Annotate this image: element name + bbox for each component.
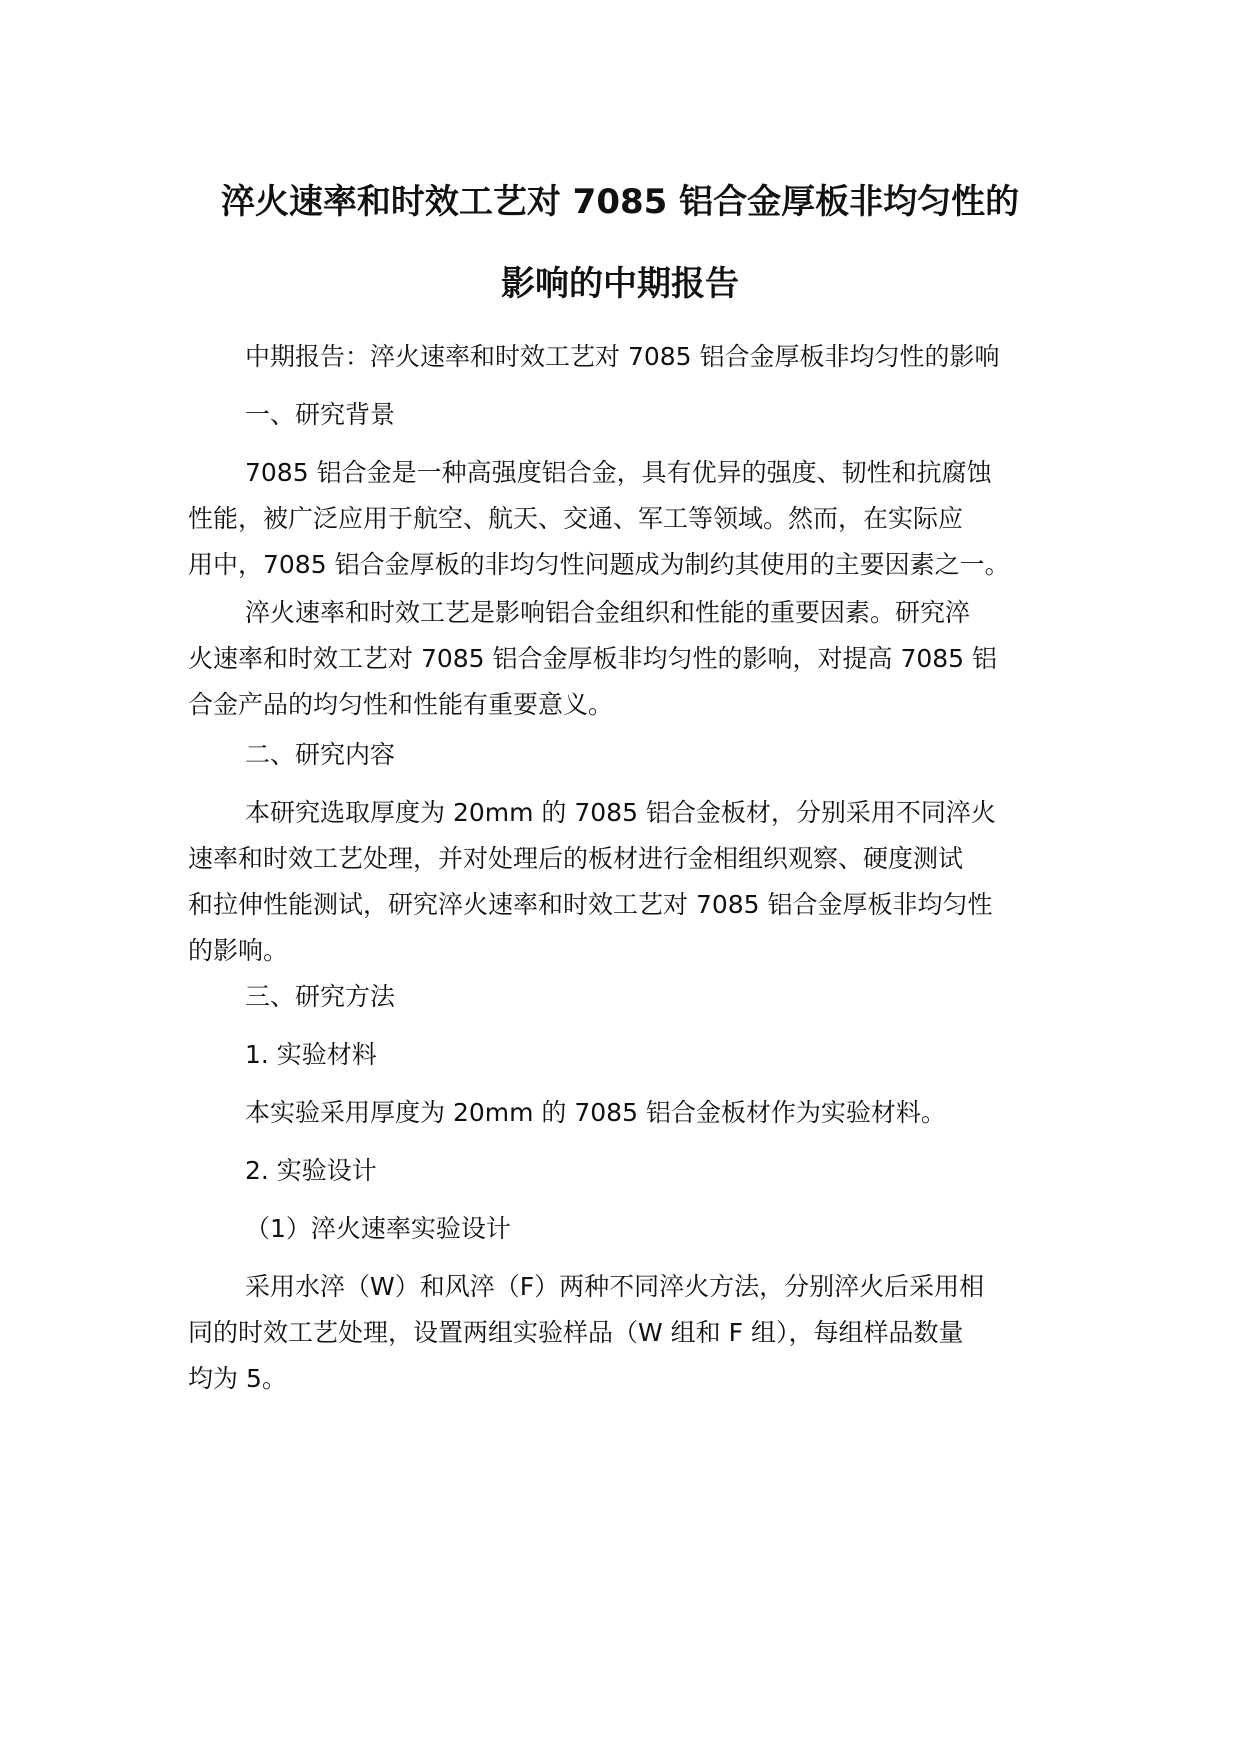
paragraph-line: 和拉伸性能测试，研究淬火速率和时效工艺对 7085 铝合金厚板非均匀性 xyxy=(188,890,993,919)
paragraph-line: 性能，被广泛应用于航空、航天、交通、军工等领域。然而，在实际应 xyxy=(188,504,964,533)
document-title-line-2: 影响的中期报告 xyxy=(501,264,739,304)
subheading-text: 1. 实验材料 xyxy=(245,1040,377,1069)
materials-paragraph xyxy=(188,1090,1068,1136)
subheading-text: 2. 实验设计 xyxy=(245,1156,377,1185)
paragraph-line: 用中，7085 铝合金厚板的非均匀性问题成为制约其使用的主要因素之一。 xyxy=(188,550,1010,579)
quench-design-paragraph xyxy=(188,1264,1068,1402)
paragraph-line: 合金产品的均匀性和性能有重要意义。 xyxy=(188,690,614,719)
subheading-quench-design xyxy=(188,1206,1068,1252)
paragraph-line: 本实验采用厚度为 20mm 的 7085 铝合金板材作为实验材料。 xyxy=(245,1098,946,1127)
section-heading-text: 一、研究背景 xyxy=(245,400,396,429)
background-paragraph-2 xyxy=(188,590,1068,728)
section-heading-background xyxy=(188,392,1068,438)
background-paragraph-1 xyxy=(188,450,1068,588)
paragraph-line: 本研究选取厚度为 20mm 的 7085 铝合金板材，分别采用不同淬火 xyxy=(245,798,996,827)
subheading-text: （1）淬火速率实验设计 xyxy=(245,1214,511,1243)
paragraph-line: 同的时效工艺处理，设置两组实验样品（W 组和 F 组），每组样品数量 xyxy=(188,1318,964,1347)
section-heading-method xyxy=(188,974,1068,1020)
paragraph-line: 采用水淬（W）和风淬（F）两种不同淬火方法，分别淬火后采用相 xyxy=(245,1272,985,1301)
paragraph-line: 速率和时效工艺处理，并对处理后的板材进行金相组织观察、硬度测试 xyxy=(188,844,964,873)
section-heading-content xyxy=(188,732,1068,778)
paragraph-line: 7085 铝合金是一种高强度铝合金，具有优异的强度、韧性和抗腐蚀 xyxy=(245,458,992,487)
subheading-materials xyxy=(188,1032,1068,1078)
paragraph-line: 火速率和时效工艺对 7085 铝合金厚板非均匀性的影响，对提高 7085 铝 xyxy=(188,644,998,673)
content-paragraph xyxy=(188,790,1068,974)
paragraph-line: 均为 5。 xyxy=(188,1364,287,1393)
section-heading-text: 三、研究方法 xyxy=(245,982,396,1011)
document-title-line-1: 淬火速率和时效工艺对 7085 铝合金厚板非均匀性的 xyxy=(220,182,1020,222)
section-heading-text: 二、研究内容 xyxy=(245,740,396,769)
intro-paragraph xyxy=(188,334,1068,380)
paragraph-line: 的影响。 xyxy=(188,936,289,965)
intro-line: 中期报告：淬火速率和时效工艺对 7085 铝合金厚板非均匀性的影响 xyxy=(245,342,1000,371)
paragraph-line: 淬火速率和时效工艺是影响铝合金组织和性能的重要因素。研究淬 xyxy=(245,598,971,627)
subheading-design xyxy=(188,1148,1068,1194)
